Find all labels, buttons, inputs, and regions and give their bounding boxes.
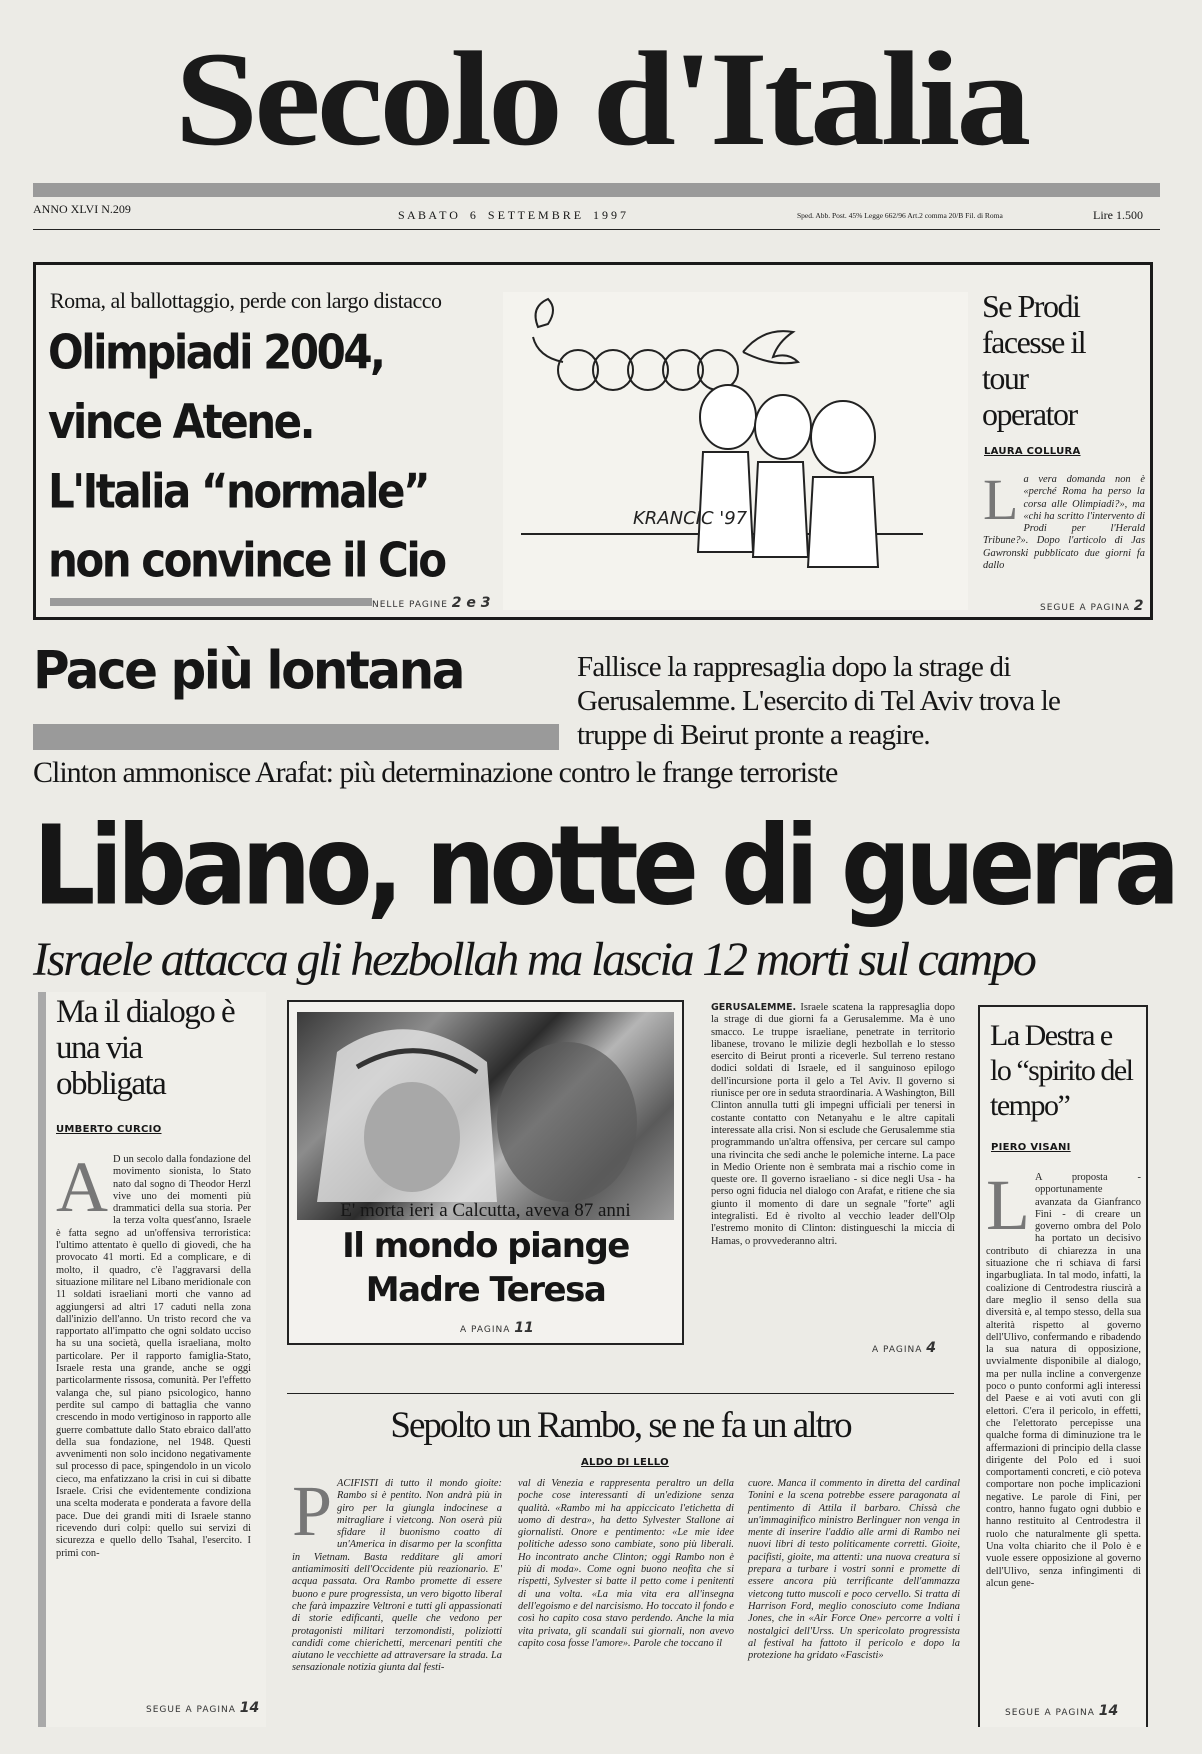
destra-title: La Destra e lo “spirito del tempo” — [990, 1019, 1133, 1122]
prodi-continue-label: SEGUE A PAGINA — [1040, 603, 1130, 613]
prodi-text: a vera domanda non è «perché Roma ha perso la corsa alle Olimpiadi?», ma «chi ha scritto l'intervento di Prodi per l'Herald Tribune?». Dopo l'articolo di Jas Gawronski pubblicato due giorni fa dallo — [983, 474, 1145, 572]
teresa-headline — [297, 1224, 674, 1312]
olympics-pages-label: NELLE PAGINE — [372, 600, 448, 610]
destra-text: A proposta - opportunamente avanzata da Gianfranco Fini - di creare un governo ombra del Polo ha portato un decisivo contributo di chiarezza in una situazione che ri schiava di farsi ingarbugliata. In tal modo, infatti, la coalizione di Centrodestra riuscirà a dare meglio il senso della sua diversità e, al tempo stesso, della sua alterità rispetto al governo dell'Ulivo, confermando e ribadendo la sua natura di opposizione, uvvialmente disponibile al dialogo, ma per nulla incline a convergenze poco o punto conformi agli interessi del Paese e ai voti avuti con gli elettori. C'era il pericolo, in effetti, che l'elettorato percepisse una qualche forma di diminuzione tra le affermazioni di principio della classe dirigente del Polo ed i suoi comportamenti concreti, e ciò poteva comportare non poche implicazioni negative. Le parole di Fini, per contro, hanno fugato ogni dubbio e hanno restituito al Centrodestra il ruolo che naturalmente gli spetta. Una volta chiarito che il Polo è e vuole essere opposizione al governo dell'Ulivo, senza infingimenti di alcun gene- — [986, 1172, 1141, 1589]
peace-rule — [33, 724, 559, 750]
prodi-author: LAURA COLLURA — [984, 446, 1081, 457]
prodi-article — [983, 467, 1145, 584]
destra-continue-page: 14 — [1098, 1703, 1119, 1719]
destra-dropcap: L — [986, 1165, 1030, 1245]
dialogo-author: UMBERTO CURCIO — [56, 1124, 162, 1135]
dialogo-title: Ma il dialogo è una via obbligata — [56, 994, 235, 1102]
olympics-headline-line: non convince il Cio — [48, 533, 445, 588]
teresa-page — [460, 1320, 534, 1336]
price: Lire 1.500 — [1093, 208, 1143, 222]
gerusalemme-page — [872, 1340, 936, 1356]
dialogo-continue-label: SEGUE A PAGINA — [146, 1705, 236, 1715]
prodi-continue — [1040, 598, 1144, 614]
teresa-kicker: E' morta ieri a Calcutta, aveva 87 anni — [340, 1200, 631, 1221]
prodi-continue-page: 2 — [1133, 598, 1144, 614]
gerusalemme-article — [711, 1002, 955, 1337]
teresa-photo-illustration — [297, 1012, 674, 1220]
destra-continue-label: SEGUE A PAGINA — [1005, 1708, 1095, 1718]
rambo-text-3: cuore. Manca il commento in diretta del cardinal Tonini e la scena potrebbe essere paragonata al pentimento di Attila il barbaro. Chissà che un'immaginifico ministro Berlinguer non venga in mente di inserire l'addio alle armi di Rambo nei nuovi libri di testo politicamente corretti. Gioite, pacifisti, gioite, ma attenti: una nuova creatura si prepara a turbare i vostri sonni e promette di essere ancora più terrificante dell'ammazza vietcong tutto muscoli e poco cervello. Si tratta di Harrison Ford, meglio conosciuto come Indiana Jones, che in «Air Force One» percorre a volti i nostalgici dell'Urss. Un spericolato progressista al festival ha fattoto il pericolo e dopo la protezione ha gridato «Fascisti» — [748, 1478, 960, 1662]
rambo-top-rule — [287, 1393, 954, 1394]
rambo-text-1: ACIFISTI di tutto il mondo gioite: Rambo si è pentito. Non andrà più in giro per la giungla indocinese a mitragliare i vietcong. Non oserà più sfidare il buonismo coatto di un'America in disarmo per la sconfitta in Vietnam. Basta redditare gli amori antiamimositi dell'Occidente più reazionario. E' acqua passata. Ora Rambo promette di essere buono e pure progressista, un vero bigotto liberal che farà impazzire Veltroni e tutti gli appassionati di storie edificanti, quelle che vedono per protagonisti militari terzomondisti, poliziotti candidi come chierichetti, mercenari pentiti che aiutano le vecchiette ad attraversare la strada. La sensazionale notizia giunta dal festi- — [292, 1478, 502, 1674]
main-headline: Libano, notte di guerra — [33, 802, 1175, 931]
gerusalemme-page-label: A PAGINA — [872, 1345, 923, 1355]
olympics-rule — [50, 598, 372, 606]
issue-number: ANNO XLVI N.209 — [33, 202, 131, 216]
peace-kicker: Clinton ammonisce Arafat: più determinazione contro le frange terroriste — [33, 756, 838, 789]
rambo-author: ALDO DI LELLO — [581, 1457, 669, 1468]
olympics-headline-line: vince Atene. — [48, 394, 314, 450]
teresa-photo — [297, 1012, 674, 1220]
dialogo-article — [56, 1147, 251, 1699]
masthead-rule — [33, 183, 1160, 197]
gerusalemme-dateline: GERUSALEMME. — [711, 1002, 797, 1013]
cartoon-drawing — [503, 292, 968, 610]
olympics-headline — [48, 318, 445, 596]
teresa-page-number: 11 — [514, 1320, 534, 1336]
peace-deck: Fallisce la rappresaglia dopo la strage di Gerusalemme. L'esercito di Tel Aviv trova le truppe di Beirut pronte a reagire. — [577, 651, 1061, 751]
dialogo-continue-page: 14 — [239, 1700, 260, 1716]
olympics-pages-number: 2 e 3 — [451, 595, 491, 611]
teresa-headline-line: Il mondo piange — [342, 1226, 629, 1266]
rambo-dropcap: P — [292, 1471, 333, 1551]
olympics-cartoon — [503, 292, 968, 610]
dialogo-dropcap: A — [56, 1147, 108, 1227]
rambo-title: Sepolto un Rambo, se ne fa un altro — [390, 1405, 851, 1446]
olympics-kicker: Roma, al ballottaggio, perde con largo distacco — [50, 288, 442, 313]
rambo-col1 — [292, 1471, 502, 1740]
teresa-headline-line: Madre Teresa — [365, 1270, 606, 1310]
olympics-headline-line: L'Italia “normale” — [48, 463, 429, 519]
postal-info: Sped. Abb. Post. 45% Legge 662/96 Art.2 comma 20/B Fil. di Roma — [797, 211, 1003, 220]
prodi-dropcap: L — [983, 467, 1019, 532]
destra-article — [986, 1165, 1141, 1698]
dialogo-text: D un secolo dalla fondazione del movimento sionista, lo Stato nato dal sogno di Theodor Herzl vive uno dei momenti più drammatici della sua storia. Per la terza volta quest'anno, Israele è fatta segno ad un'offensiva terroristica: l'ultimo attentato è quello di giovedì, che ha provocato 41 morti. Ed a complicare, e di molto, il quadro, c'è l'aggravarsi della situazione militare nel Libano meridionale con 11 soldati israeliani morti che vanno ad aggiungersi ad altri 17 caduti nella zona dall'inizio dell'anno. Un tristo record che va rapportato all'impatto che ogni soldato ucciso ha su una società, quella israeliana, molto particolare. Per il rapporto famiglia-Stato, Israele resta una grande, anche se oggi particolarmente rissosa, comunità. Per l'effetto valanga che, sul piano psicologico, hanno perdite sul campo di battaglia che vanno crescendo in modo vertiginoso in rapporto alle guerre combattute dallo Stato ebraico dall'atto della sua fondazione, nel 1948. Questi avvenimenti non solo incidono negativamente sul processo di pace, spingendolo in un vicolo cieco, ma enfatizzano la crisi in cui si dibatte Israele. Crisi che evidentemente condiziona una scelta moderata e ponderata a favore della pace. Due dei grandi miti di Israele stanno ricevendo duri colpi: quello sui servizi di sicurezza e quello dello Tsahal, l'esercito. I primi con- — [56, 1154, 251, 1559]
cartoon-signature: KRANCIC '97 — [633, 508, 748, 529]
destra-continue — [1005, 1703, 1118, 1719]
peace-headline: Pace più lontana — [33, 640, 463, 701]
masthead-bottom-rule — [33, 229, 1160, 230]
gerusalemme-page-number: 4 — [926, 1340, 937, 1356]
prodi-title: Se Prodi facesse il tour operator — [982, 288, 1086, 432]
issue-date: S A B A T O 6 S E T T E M B R E 1 9 9 7 — [398, 208, 627, 222]
olympics-headline-line: Olimpiadi 2004, — [48, 324, 384, 380]
masthead-title: Secolo d'Italia — [174, 24, 1028, 174]
dialogo-continue — [146, 1700, 259, 1716]
rambo-text-2: val di Venezia e rappresenta peraltro un della poche cose interessanti di un'edizione senza qualità. «Rambo mi ha appiccicato l'etichetta di uomo di destra», ha detto Sylvester Stallone ai giornalisti. Onore e pentimento: «Le mie idee politiche adesso sono cambiate, sono più liberali. Ho incontrato anche Clinton; oggi Rambo non è più di moda». Come ogni buono neofita che si rispetti, Sylvester si batte il petto come i penitenti di una volta. «La mia vita era all'insegna dell'egoismo e del narcisismo. Ho toccato il fondo e così ho capito cosa stavo perdendo. Anche la mia vita privata, gli scandali sui giornali, non avevo capito cosa fosse l'amore». Parole che toccano il — [518, 1478, 734, 1649]
main-subheadline: Israele attacca gli hezbollah ma lascia 12 morti sul campo — [33, 933, 1035, 986]
destra-author: PIERO VISANI — [991, 1142, 1071, 1153]
teresa-page-label: A PAGINA — [460, 1325, 511, 1335]
olympics-pages — [372, 595, 491, 611]
gerusalemme-text-block — [711, 1002, 955, 1337]
gerusalemme-text: Israele scatena la rappresaglia dopo la strage di due giorni fa a Gerusalemme. Ma è uno smacco. Le truppe israeliane, penetrate in territorio libanese, trovano le milizie degli hezbollah e lo stesso esercito di Beirut pronti a riceverle. Sul terreno restano dodici soldati di Israele, ed il sanguinoso epilogo dell'incursione porta il gelo a Tel Aviv. Il governo si riunisce per ore in seduta straordinaria. A Washington, Bill Clinton annulla tutti gli impegni ufficiali per tenersi in costante contatto con Netanyahu e le altre capitali interessate alla crisi. Non si esclude che Gerusalemme stia programmando un'altra offensiva, per cercare sul campo una rivincita che sedi anche le polemiche interne. La pace in Medio Oriente non è sembrata mai a rischio come in queste ore. Il governo israeliano - si dice negli Usa - ha perso ogni fiducia nel dialogo con Arafat, e ritiene che sia giunto il momento di dare un segnale "forte" agli integralisti. Ed è rivolto al vecchio leader dell'Olp l'estremo monito di Clinton: distingueschi la miccia di Hamas, o provvederanno altri. — [711, 1002, 955, 1247]
